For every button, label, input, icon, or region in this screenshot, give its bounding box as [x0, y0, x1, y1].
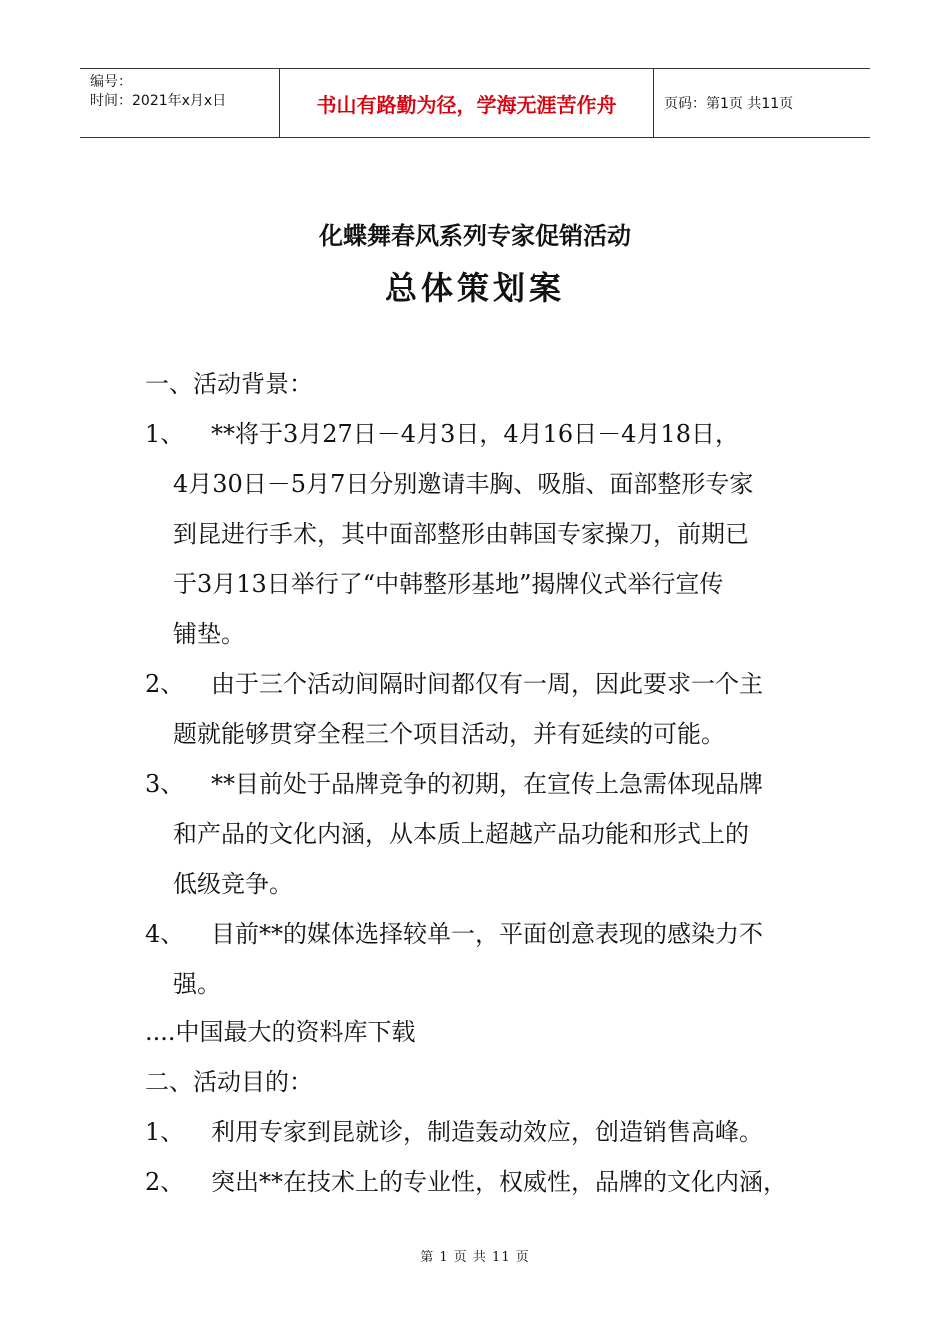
code-label: 编号：: [90, 74, 132, 90]
item-number: 4、: [145, 920, 185, 948]
item-line: 和产品的文化内涵，从本质上超越产品功能和形式上的: [173, 820, 749, 848]
list-item: [145, 769, 763, 799]
list-item: [145, 419, 739, 449]
item-line: 4月30日－5月7日分别邀请丰胸、吸脂、面部整形专家: [173, 470, 754, 498]
item-number: 2、: [145, 1168, 185, 1196]
item-line: 铺垫。: [173, 620, 245, 648]
item-number: 3、: [145, 770, 185, 798]
item-line: 强。: [173, 970, 221, 998]
date-label: 时间：2021年x月x日: [90, 93, 227, 109]
list-item: [145, 669, 763, 699]
item-line: 于3月13日举行了“中韩整形基地”揭牌仪式举行宣传: [173, 570, 724, 598]
item-number: 1、: [145, 420, 185, 448]
section1-heading: 一、活动背景：: [145, 370, 313, 398]
item-line: 低级竞争。: [173, 870, 293, 898]
list-item: [145, 919, 763, 949]
header-page-info: 页码：第1页 共11页: [664, 96, 794, 112]
header-table: [80, 68, 870, 138]
header-meta: [80, 69, 280, 137]
item-line: 目前**的媒体选择较单一，平面创意表现的感染力不: [211, 920, 763, 948]
item-number: 1、: [145, 1118, 185, 1146]
item-line: 由于三个活动间隔时间都仅有一周，因此要求一个主: [211, 670, 763, 698]
list-item: [145, 1167, 787, 1197]
list-item: [145, 1117, 763, 1147]
item-line: 到昆进行手术，其中面部整形由韩国专家操刀，前期已: [173, 520, 749, 548]
item-line: 题就能够贯穿全程三个项目活动，并有延续的可能。: [173, 720, 725, 748]
download-note: ....中国最大的资料库下载: [145, 1018, 416, 1046]
document-title: 化蝶舞春风系列专家促销活动: [319, 221, 631, 250]
document-subtitle: 总体策划案: [384, 269, 565, 307]
item-line: 突出**在技术上的专业性，权威性，品牌的文化内涵，: [211, 1168, 787, 1196]
section2-heading: 二、活动目的：: [145, 1068, 313, 1096]
item-line: **将于3月27日－4月3日，4月16日－4月18日，: [211, 420, 739, 448]
header-motto: 书山有路勤为径，学海无涯苦作舟: [280, 69, 654, 137]
page-footer: 第 1 页 共 11 页: [420, 1250, 530, 1265]
item-line: **目前处于品牌竞争的初期，在宣传上急需体现品牌: [211, 770, 763, 798]
item-line: 利用专家到昆就诊，制造轰动效应，创造销售高峰。: [211, 1118, 763, 1146]
item-number: 2、: [145, 670, 185, 698]
